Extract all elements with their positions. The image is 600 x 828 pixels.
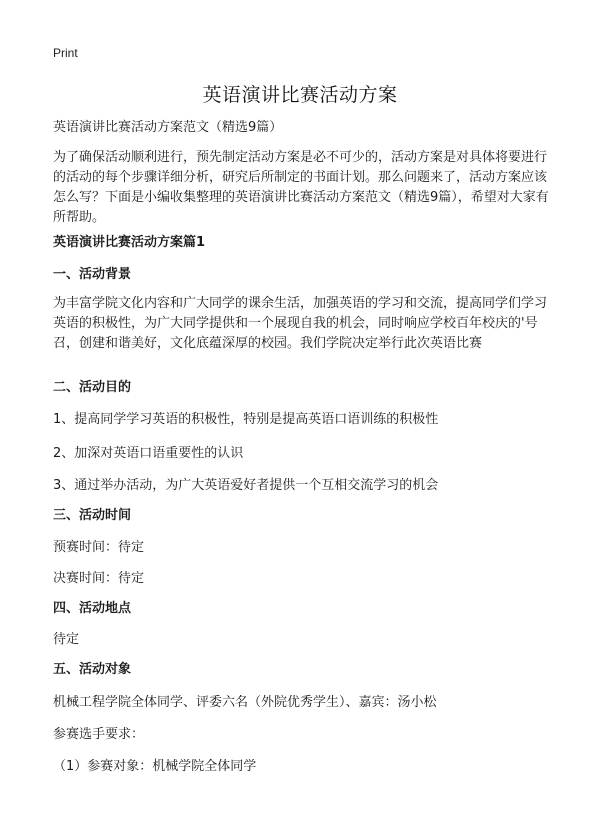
target-text: 机械工程学院全体同学、评委六名（外院优秀学生）、嘉宾：汤小松	[53, 695, 437, 710]
requirement-item: （1）参赛对象：机械学院全体同学	[53, 759, 257, 774]
background-paragraph: 为丰富学院文化内容和广大同学的课余生活，加强英语的学习和交流，提高同学们学习英语的积极性，为广大同学提供和一个展现自我的机会，同时响应学校百年校庆的'号召，创建和谐美好，文化底蕴深厚的校园。我们学院决定举行此次英语比赛	[53, 296, 548, 351]
document-subtitle: 英语演讲比赛活动方案范文（精选9篇）	[53, 120, 283, 135]
section-title: 英语演讲比赛活动方案篇1	[53, 235, 206, 250]
background-heading: 一、活动背景	[53, 267, 132, 282]
target-heading: 五、活动对象	[53, 662, 132, 677]
venue-heading: 四、活动地点	[53, 601, 132, 616]
purpose-item: 3、通过举办活动，为广大英语爱好者提供一个互相交流学习的机会	[53, 478, 439, 493]
document-title: 英语演讲比赛活动方案	[202, 84, 398, 106]
prelim-time: 预赛时间：待定	[53, 540, 145, 555]
purpose-item: 2、加深对英语口语重要性的认识	[53, 446, 244, 461]
purpose-item: 1、提高同学学习英语的积极性，特别是提高英语口语训练的积极性	[53, 412, 439, 427]
final-time: 决赛时间：待定	[53, 571, 145, 586]
intro-paragraph: 为了确保活动顺利进行，预先制定活动方案是必不可少的，活动方案是对具体将要进行的活动的每个步骤详细分析，研究后所制定的书面计划。那么问题来了，活动方案应该怎么写？下面是小编收集整理的英语演讲比赛活动方案范文（精选9篇），希望对大家有所帮助。	[53, 150, 549, 225]
purpose-heading: 二、活动目的	[53, 380, 132, 395]
venue-text: 待定	[53, 632, 80, 647]
time-heading: 三、活动时间	[53, 508, 132, 523]
requirements-label: 参赛选手要求：	[53, 727, 145, 742]
print-link[interactable]: Print	[53, 46, 78, 60]
